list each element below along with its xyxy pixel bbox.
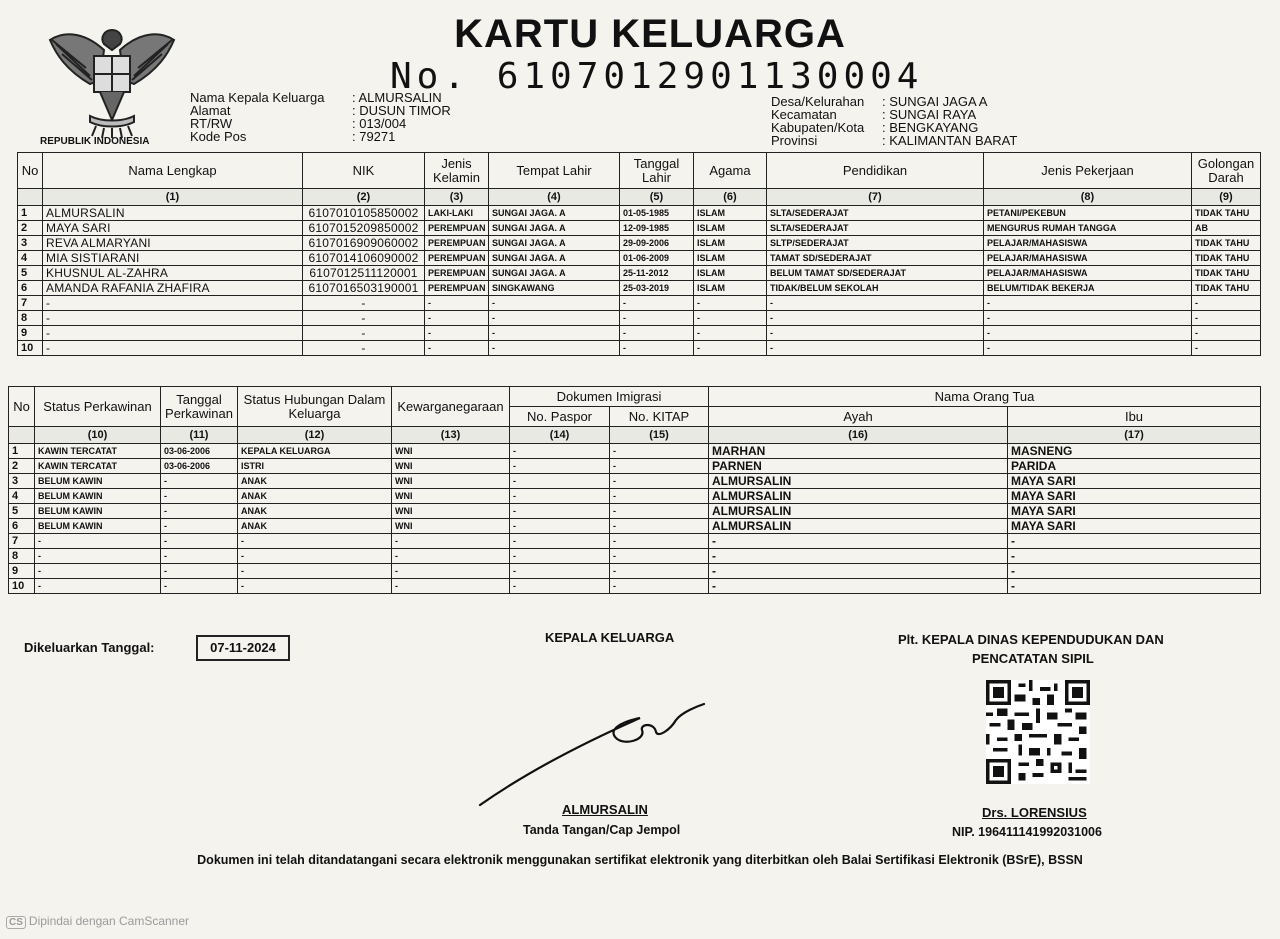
cell-kwn: - bbox=[392, 564, 510, 579]
table-row bbox=[18, 341, 1261, 356]
cell-ayah: ALMURSALIN bbox=[709, 474, 1008, 489]
info-label: RT/RW bbox=[190, 116, 233, 131]
info-label: Nama Kepala Keluarga bbox=[190, 90, 325, 105]
col-header-kewarganegaraan: Kewarganegaraan bbox=[392, 387, 510, 427]
cell-jk: PEREMPUAN bbox=[425, 251, 489, 266]
info-value: : KALIMANTAN BARAT bbox=[882, 133, 1018, 148]
table-row bbox=[18, 251, 1261, 266]
cell-ayah: PARNEN bbox=[709, 459, 1008, 474]
cell-jk: PEREMPUAN bbox=[425, 236, 489, 251]
col-num-blank bbox=[9, 427, 35, 444]
cell-nik: 6107014106090002 bbox=[303, 251, 425, 266]
cell-jk: PEREMPUAN bbox=[425, 221, 489, 236]
cell-jk: - bbox=[425, 296, 489, 311]
cell-nama: - bbox=[43, 311, 303, 326]
table-row bbox=[18, 266, 1261, 281]
cell-no: 2 bbox=[9, 459, 35, 474]
table-row bbox=[18, 206, 1261, 221]
info-label: Provinsi bbox=[771, 133, 818, 148]
cell-nama: KHUSNUL AL-ZAHRA bbox=[43, 266, 303, 281]
footer-note: Dokumen ini telah ditandatangani secara elektronik menggunakan sertifikat elektronik yang diterbitkan oleh Balai Sertifikasi Elektronik (BSrE), BSSN bbox=[197, 853, 1083, 867]
cell-no: 9 bbox=[18, 326, 43, 341]
cell-tempat: SINGKAWANG bbox=[489, 281, 620, 296]
col-num: (5) bbox=[620, 189, 694, 206]
cell-paspor: - bbox=[510, 579, 610, 594]
cell-no: 9 bbox=[9, 564, 35, 579]
table-row bbox=[9, 534, 1261, 549]
cell-kitap: - bbox=[610, 504, 709, 519]
cell-no: 6 bbox=[9, 519, 35, 534]
cell-tgl: 25-11-2012 bbox=[620, 266, 694, 281]
cell-kwn: WNI bbox=[392, 474, 510, 489]
cell-no: 3 bbox=[18, 236, 43, 251]
cell-pendidikan: TIDAK/BELUM SEKOLAH bbox=[767, 281, 984, 296]
cell-tgl: - bbox=[620, 341, 694, 356]
table-row bbox=[18, 296, 1261, 311]
info-value: : BENGKAYANG bbox=[882, 120, 979, 135]
cell-hub: - bbox=[238, 549, 392, 564]
cell-paspor: - bbox=[510, 459, 610, 474]
info-label: Kecamatan bbox=[771, 107, 837, 122]
cell-pekerjaan: - bbox=[984, 341, 1192, 356]
head-of-family-title: KEPALA KELUARGA bbox=[545, 630, 675, 645]
cell-nik: - bbox=[303, 326, 425, 341]
table-row bbox=[18, 311, 1261, 326]
cell-pekerjaan: - bbox=[984, 311, 1192, 326]
cell-no: 5 bbox=[9, 504, 35, 519]
cell-agama: ISLAM bbox=[694, 206, 767, 221]
cell-tgl: - bbox=[161, 579, 238, 594]
cell-nama: - bbox=[43, 296, 303, 311]
cell-agama: - bbox=[694, 311, 767, 326]
issued-label: Dikeluarkan Tanggal: bbox=[24, 640, 155, 655]
cell-hub: ANAK bbox=[238, 504, 392, 519]
cell-no: 1 bbox=[18, 206, 43, 221]
col-num: (1) bbox=[43, 189, 303, 206]
cell-pendidikan: - bbox=[767, 296, 984, 311]
col-header-pekerjaan: Jenis Pekerjaan bbox=[984, 153, 1192, 189]
cell-agama: ISLAM bbox=[694, 251, 767, 266]
cell-kwn: WNI bbox=[392, 504, 510, 519]
cell-nama: AMANDA RAFANIA ZHAFIRA bbox=[43, 281, 303, 296]
cell-hub: ISTRI bbox=[238, 459, 392, 474]
official-nip: NIP. 196411141992031006 bbox=[952, 825, 1102, 839]
cell-paspor: - bbox=[510, 444, 610, 459]
cell-kitap: - bbox=[610, 474, 709, 489]
cell-hub: KEPALA KELUARGA bbox=[238, 444, 392, 459]
cell-jk: PEREMPUAN bbox=[425, 281, 489, 296]
cell-status: KAWIN TERCATAT bbox=[35, 459, 161, 474]
cell-kitap: - bbox=[610, 519, 709, 534]
table-row bbox=[9, 444, 1261, 459]
head-of-family-name: ALMURSALIN bbox=[562, 802, 648, 817]
cell-goldar: TIDAK TAHU bbox=[1192, 266, 1261, 281]
col-num: (16) bbox=[709, 427, 1008, 444]
cell-paspor: - bbox=[510, 549, 610, 564]
cell-tempat: - bbox=[489, 296, 620, 311]
col-header-tanggal-perkawinan: Tanggal Perkawinan bbox=[161, 387, 238, 427]
col-num: (8) bbox=[984, 189, 1192, 206]
cell-tgl: 25-03-2019 bbox=[620, 281, 694, 296]
cell-ibu: MAYA SARI bbox=[1008, 474, 1261, 489]
cell-nik: 6107010105850002 bbox=[303, 206, 425, 221]
cell-no: 4 bbox=[9, 489, 35, 504]
cell-goldar: - bbox=[1192, 326, 1261, 341]
cell-no: 8 bbox=[18, 311, 43, 326]
cell-nama: - bbox=[43, 326, 303, 341]
cell-agama: ISLAM bbox=[694, 236, 767, 251]
document-title: KARTU KELUARGA bbox=[454, 12, 846, 56]
cell-no: 6 bbox=[18, 281, 43, 296]
cell-ayah: ALMURSALIN bbox=[709, 519, 1008, 534]
cell-hub: - bbox=[238, 579, 392, 594]
cell-paspor: - bbox=[510, 489, 610, 504]
cell-nik: 6107012511120001 bbox=[303, 266, 425, 281]
col-header-ayah: Ayah bbox=[709, 407, 1008, 427]
cell-status: - bbox=[35, 534, 161, 549]
cell-status: KAWIN TERCATAT bbox=[35, 444, 161, 459]
cell-pekerjaan: PELAJAR/MAHASISWA bbox=[984, 266, 1192, 281]
cell-pekerjaan: PELAJAR/MAHASISWA bbox=[984, 236, 1192, 251]
cell-paspor: - bbox=[510, 474, 610, 489]
family-status-table bbox=[8, 386, 1261, 594]
cell-kitap: - bbox=[610, 564, 709, 579]
cell-pekerjaan: - bbox=[984, 326, 1192, 341]
cell-kitap: - bbox=[610, 459, 709, 474]
cell-ibu: MAYA SARI bbox=[1008, 489, 1261, 504]
col-header-jenis-kelamin: Jenis Kelamin bbox=[425, 153, 489, 189]
cell-paspor: - bbox=[510, 504, 610, 519]
cell-nama: ALMURSALIN bbox=[43, 206, 303, 221]
col-header-nama-orang-tua: Nama Orang Tua bbox=[709, 387, 1261, 407]
cell-tgl: - bbox=[620, 296, 694, 311]
col-header-status-hubungan: Status Hubungan Dalam Keluarga bbox=[238, 387, 392, 427]
col-header-golongan-darah: Golongan Darah bbox=[1192, 153, 1261, 189]
cell-goldar: - bbox=[1192, 311, 1261, 326]
cell-ibu: PARIDA bbox=[1008, 459, 1261, 474]
cell-tempat: SUNGAI JAGA. A bbox=[489, 206, 620, 221]
family-members-table bbox=[17, 152, 1261, 356]
cell-status: - bbox=[35, 549, 161, 564]
cell-agama: ISLAM bbox=[694, 266, 767, 281]
official-name: Drs. LORENSIUS bbox=[982, 805, 1087, 820]
cell-pendidikan: - bbox=[767, 311, 984, 326]
cell-hub: ANAK bbox=[238, 519, 392, 534]
table-row bbox=[9, 579, 1261, 594]
cell-status: BELUM KAWIN bbox=[35, 504, 161, 519]
cell-kwn: WNI bbox=[392, 444, 510, 459]
col-header-no: No bbox=[9, 387, 35, 427]
cell-tempat: - bbox=[489, 341, 620, 356]
info-label: Kabupaten/Kota bbox=[771, 120, 865, 135]
cell-goldar: TIDAK TAHU bbox=[1192, 236, 1261, 251]
col-num: (15) bbox=[610, 427, 709, 444]
cell-tgl: - bbox=[161, 564, 238, 579]
col-header-nama: Nama Lengkap bbox=[43, 153, 303, 189]
cell-ayah: ALMURSALIN bbox=[709, 489, 1008, 504]
col-num-blank bbox=[18, 189, 43, 206]
col-num: (13) bbox=[392, 427, 510, 444]
cell-pendidikan: - bbox=[767, 326, 984, 341]
col-num: (3) bbox=[425, 189, 489, 206]
cell-hub: - bbox=[238, 564, 392, 579]
cell-tgl: 29-09-2006 bbox=[620, 236, 694, 251]
cell-nik: - bbox=[303, 296, 425, 311]
col-header-agama: Agama bbox=[694, 153, 767, 189]
cell-goldar: AB bbox=[1192, 221, 1261, 236]
cell-agama: - bbox=[694, 296, 767, 311]
col-num: (7) bbox=[767, 189, 984, 206]
table-row bbox=[9, 504, 1261, 519]
cell-nik: 6107015209850002 bbox=[303, 221, 425, 236]
col-header-tempat-lahir: Tempat Lahir bbox=[489, 153, 620, 189]
cell-agama: - bbox=[694, 341, 767, 356]
cell-nik: 6107016503190001 bbox=[303, 281, 425, 296]
info-value: : SUNGAI JAGA A bbox=[882, 94, 988, 109]
cell-goldar: TIDAK TAHU bbox=[1192, 206, 1261, 221]
col-num: (14) bbox=[510, 427, 610, 444]
cell-tgl: - bbox=[620, 326, 694, 341]
cell-pekerjaan: MENGURUS RUMAH TANGGA bbox=[984, 221, 1192, 236]
cell-pendidikan: TAMAT SD/SEDERAJAT bbox=[767, 251, 984, 266]
cell-goldar: TIDAK TAHU bbox=[1192, 251, 1261, 266]
qr-code-icon bbox=[986, 680, 1090, 784]
col-header-no: No bbox=[18, 153, 43, 189]
cell-agama: ISLAM bbox=[694, 281, 767, 296]
cell-ibu: MAYA SARI bbox=[1008, 504, 1261, 519]
table-row bbox=[9, 459, 1261, 474]
info-value: : SUNGAI RAYA bbox=[882, 107, 977, 122]
scanner-watermark bbox=[6, 914, 189, 929]
official-title-line2: PENCATATAN SIPIL bbox=[972, 651, 1094, 666]
cell-nik: - bbox=[303, 311, 425, 326]
info-value: : DUSUN TIMOR bbox=[352, 103, 451, 118]
cell-kitap: - bbox=[610, 549, 709, 564]
col-num: (10) bbox=[35, 427, 161, 444]
table-row bbox=[9, 549, 1261, 564]
cell-tgl: - bbox=[161, 534, 238, 549]
cell-tgl: 12-09-1985 bbox=[620, 221, 694, 236]
cell-pendidikan: BELUM TAMAT SD/SEDERAJAT bbox=[767, 266, 984, 281]
cell-jk: LAKI-LAKI bbox=[425, 206, 489, 221]
col-num: (9) bbox=[1192, 189, 1261, 206]
cell-ibu: - bbox=[1008, 534, 1261, 549]
info-label: Alamat bbox=[190, 103, 231, 118]
signature-icon bbox=[470, 690, 720, 810]
cell-ibu: - bbox=[1008, 549, 1261, 564]
cell-jk: PEREMPUAN bbox=[425, 266, 489, 281]
cell-agama: ISLAM bbox=[694, 221, 767, 236]
cell-pendidikan: SLTP/SEDERAJAT bbox=[767, 236, 984, 251]
cell-paspor: - bbox=[510, 534, 610, 549]
cell-kwn: WNI bbox=[392, 519, 510, 534]
cell-tgl: 03-06-2006 bbox=[161, 444, 238, 459]
cell-no: 3 bbox=[9, 474, 35, 489]
cell-tempat: SUNGAI JAGA. A bbox=[489, 266, 620, 281]
cell-status: - bbox=[35, 564, 161, 579]
table-row bbox=[18, 236, 1261, 251]
cell-kitap: - bbox=[610, 579, 709, 594]
cell-agama: - bbox=[694, 326, 767, 341]
cell-pendidikan: - bbox=[767, 341, 984, 356]
col-header-no-kitap: No. KITAP bbox=[610, 407, 709, 427]
cell-paspor: - bbox=[510, 519, 610, 534]
table-row bbox=[9, 564, 1261, 579]
cell-status: BELUM KAWIN bbox=[35, 489, 161, 504]
col-header-dokumen-imigrasi: Dokumen Imigrasi bbox=[510, 387, 709, 407]
cell-kwn: - bbox=[392, 534, 510, 549]
cell-jk: - bbox=[425, 341, 489, 356]
cell-tgl: - bbox=[620, 311, 694, 326]
cell-jk: - bbox=[425, 311, 489, 326]
cell-nama: MIA SISTIARANI bbox=[43, 251, 303, 266]
official-title-line1: Plt. KEPALA DINAS KEPENDUDUKAN DAN bbox=[898, 632, 1164, 647]
cell-ibu: MASNENG bbox=[1008, 444, 1261, 459]
cell-tgl: - bbox=[161, 504, 238, 519]
cell-hub: ANAK bbox=[238, 474, 392, 489]
cell-hub: - bbox=[238, 534, 392, 549]
cell-ayah: ALMURSALIN bbox=[709, 504, 1008, 519]
cell-kwn: - bbox=[392, 549, 510, 564]
cell-ayah: - bbox=[709, 579, 1008, 594]
col-num: (11) bbox=[161, 427, 238, 444]
col-num: (4) bbox=[489, 189, 620, 206]
info-label: Kode Pos bbox=[190, 129, 247, 144]
col-header-ibu: Ibu bbox=[1008, 407, 1261, 427]
camscanner-logo: CS bbox=[6, 916, 26, 929]
emblem-label: REPUBLIK INDONESIA bbox=[40, 136, 150, 147]
cell-pekerjaan: PETANI/PEKEBUN bbox=[984, 206, 1192, 221]
cell-ibu: - bbox=[1008, 564, 1261, 579]
cell-tempat: - bbox=[489, 326, 620, 341]
cell-tgl: - bbox=[161, 474, 238, 489]
col-num: (17) bbox=[1008, 427, 1261, 444]
table-row bbox=[18, 221, 1261, 236]
cell-no: 2 bbox=[18, 221, 43, 236]
cell-no: 7 bbox=[18, 296, 43, 311]
cell-no: 5 bbox=[18, 266, 43, 281]
cell-no: 8 bbox=[9, 549, 35, 564]
signature-caption: Tanda Tangan/Cap Jempol bbox=[523, 823, 681, 837]
cell-ayah: - bbox=[709, 564, 1008, 579]
cell-tgl: 01-06-2009 bbox=[620, 251, 694, 266]
cell-kwn: WNI bbox=[392, 489, 510, 504]
col-num: (6) bbox=[694, 189, 767, 206]
info-value: : 79271 bbox=[352, 129, 396, 144]
cell-no: 4 bbox=[18, 251, 43, 266]
cell-status: BELUM KAWIN bbox=[35, 519, 161, 534]
cell-nama: REVA ALMARYANI bbox=[43, 236, 303, 251]
cell-kitap: - bbox=[610, 534, 709, 549]
cell-ayah: MARHAN bbox=[709, 444, 1008, 459]
table-row bbox=[9, 474, 1261, 489]
table-row bbox=[18, 281, 1261, 296]
cell-no: 10 bbox=[9, 579, 35, 594]
table-row bbox=[18, 326, 1261, 341]
cell-tempat: SUNGAI JAGA. A bbox=[489, 236, 620, 251]
cell-jk: - bbox=[425, 326, 489, 341]
col-header-pendidikan: Pendidikan bbox=[767, 153, 984, 189]
cell-tgl: - bbox=[161, 519, 238, 534]
cell-nama: MAYA SARI bbox=[43, 221, 303, 236]
cell-pekerjaan: - bbox=[984, 296, 1192, 311]
info-value: : ALMURSALIN bbox=[352, 90, 442, 105]
cell-tgl: - bbox=[161, 549, 238, 564]
cell-tempat: SUNGAI JAGA. A bbox=[489, 251, 620, 266]
col-header-nik: NIK bbox=[303, 153, 425, 189]
col-num: (12) bbox=[238, 427, 392, 444]
cell-pendidikan: SLTA/SEDERAJAT bbox=[767, 206, 984, 221]
cell-nama: - bbox=[43, 341, 303, 356]
table-row bbox=[9, 489, 1261, 504]
cell-pendidikan: SLTA/SEDERAJAT bbox=[767, 221, 984, 236]
cell-goldar: - bbox=[1192, 296, 1261, 311]
table-row bbox=[9, 519, 1261, 534]
cell-ibu: MAYA SARI bbox=[1008, 519, 1261, 534]
info-label: Desa/Kelurahan bbox=[771, 94, 865, 109]
cell-nik: - bbox=[303, 341, 425, 356]
cell-pekerjaan: PELAJAR/MAHASISWA bbox=[984, 251, 1192, 266]
cell-nik: 6107016909060002 bbox=[303, 236, 425, 251]
col-num: (2) bbox=[303, 189, 425, 206]
col-header-tanggal-lahir: Tanggal Lahir bbox=[620, 153, 694, 189]
document-number: No. 6107012901130004 bbox=[390, 56, 924, 97]
info-value: : 013/004 bbox=[352, 116, 407, 131]
col-header-status-perkawinan: Status Perkawinan bbox=[35, 387, 161, 427]
cell-tempat: SUNGAI JAGA. A bbox=[489, 221, 620, 236]
scanner-text: Dipindai dengan CamScanner bbox=[28, 914, 190, 928]
cell-kitap: - bbox=[610, 444, 709, 459]
cell-no: 7 bbox=[9, 534, 35, 549]
cell-goldar: - bbox=[1192, 341, 1261, 356]
cell-kitap: - bbox=[610, 489, 709, 504]
cell-goldar: TIDAK TAHU bbox=[1192, 281, 1261, 296]
cell-no: 10 bbox=[18, 341, 43, 356]
col-header-no-paspor: No. Paspor bbox=[510, 407, 610, 427]
cell-ayah: - bbox=[709, 534, 1008, 549]
cell-tgl: 03-06-2006 bbox=[161, 459, 238, 474]
cell-kwn: - bbox=[392, 579, 510, 594]
cell-status: BELUM KAWIN bbox=[35, 474, 161, 489]
cell-hub: ANAK bbox=[238, 489, 392, 504]
cell-tempat: - bbox=[489, 311, 620, 326]
issued-date: 07-11-2024 bbox=[196, 635, 290, 661]
cell-tgl: 01-05-1985 bbox=[620, 206, 694, 221]
cell-status: - bbox=[35, 579, 161, 594]
cell-paspor: - bbox=[510, 564, 610, 579]
cell-tgl: - bbox=[161, 489, 238, 504]
cell-ibu: - bbox=[1008, 579, 1261, 594]
cell-kwn: WNI bbox=[392, 459, 510, 474]
cell-no: 1 bbox=[9, 444, 35, 459]
cell-ayah: - bbox=[709, 549, 1008, 564]
cell-pekerjaan: BELUM/TIDAK BEKERJA bbox=[984, 281, 1192, 296]
